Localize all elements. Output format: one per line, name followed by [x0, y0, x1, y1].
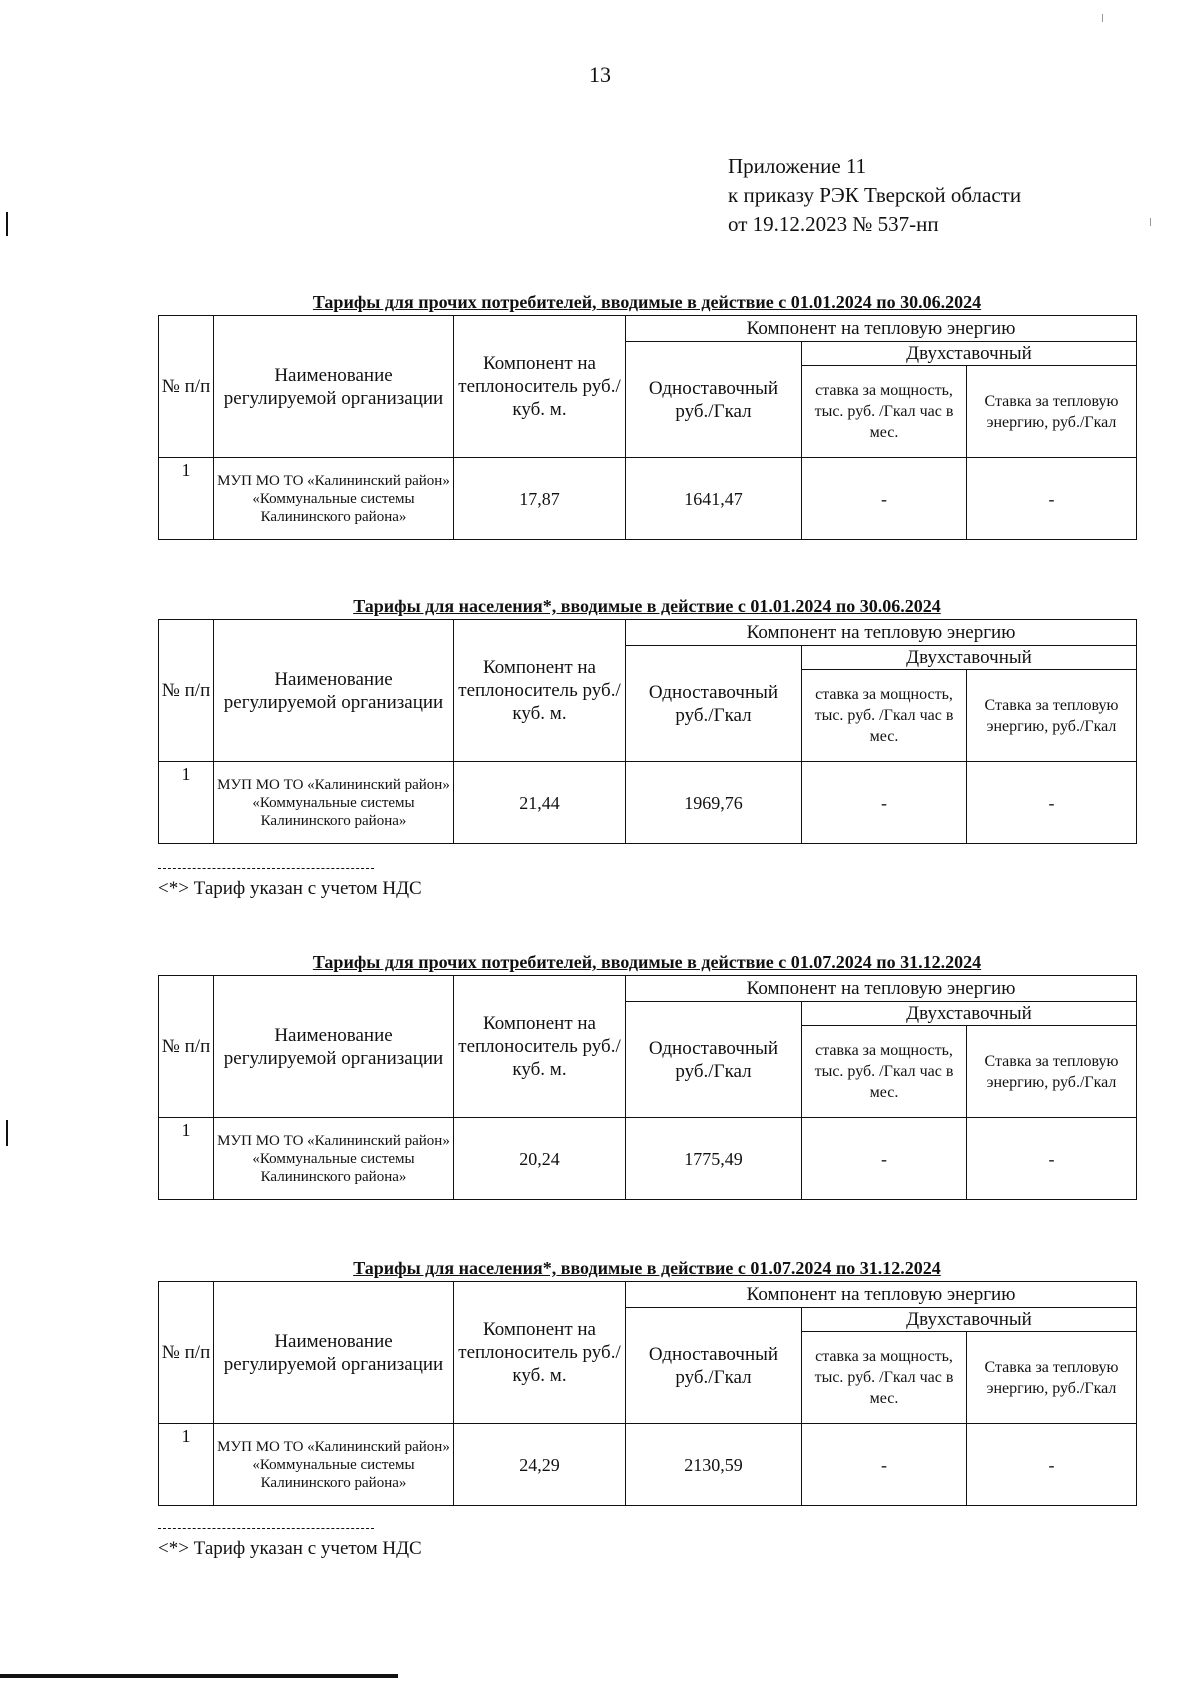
- page-number: 13: [589, 62, 611, 87]
- scan-bottom-rule: [0, 1674, 398, 1678]
- header-energy-rate: Ставка за тепловую энергию, руб./Гкал: [967, 1332, 1137, 1424]
- scan-speck: [1150, 218, 1151, 226]
- row-single-rate: 2130,59: [626, 1424, 802, 1506]
- row-organization: МУП МО ТО «Калининский район» «Коммунальные системы Калининского района»: [214, 1118, 454, 1200]
- header-heat-energy: Компонент на тепловую энергию: [626, 1282, 1137, 1308]
- row-heat-carrier: 24,29: [454, 1424, 626, 1506]
- scan-margin-mark: [6, 1120, 8, 1146]
- row-organization: МУП МО ТО «Калининский район» «Коммунальные системы Калининского района»: [214, 458, 454, 540]
- header-organization: Наименование регулируемой организации: [214, 1282, 454, 1424]
- row-number: 1: [159, 458, 214, 540]
- header-energy-rate: Ставка за тепловую энергию, руб./Гкал: [967, 1026, 1137, 1118]
- row-heat-carrier: 17,87: [454, 458, 626, 540]
- header-number: № п/п: [159, 620, 214, 762]
- tariff-table: [158, 975, 1137, 1200]
- header-power-rate: ставка за мощность, тыс. руб. /Гкал час в мес.: [802, 670, 967, 762]
- row-single-rate: 1969,76: [626, 762, 802, 844]
- tariff-table: [158, 315, 1137, 540]
- table-row: [159, 1118, 1137, 1200]
- appendix-line-1: Приложение 11: [728, 154, 867, 178]
- appendix-reference: [728, 152, 1021, 239]
- header-heat-carrier: Компонент на теплоноситель руб./куб. м.: [454, 316, 626, 458]
- row-single-rate: 1641,47: [626, 458, 802, 540]
- header-power-rate: ставка за мощность, тыс. руб. /Гкал час в мес.: [802, 1026, 967, 1118]
- tariff-section-1: [158, 292, 1136, 540]
- row-organization: МУП МО ТО «Калининский район» «Коммунальные системы Калининского района»: [214, 762, 454, 844]
- header-energy-rate: Ставка за тепловую энергию, руб./Гкал: [967, 670, 1137, 762]
- header-heat-carrier: Компонент на теплоноситель руб./куб. м.: [454, 620, 626, 762]
- header-two-rate: Двухставочный: [802, 1002, 1137, 1026]
- table-row: [159, 1424, 1137, 1506]
- header-heat-energy: Компонент на тепловую энергию: [626, 316, 1137, 342]
- header-heat-energy: Компонент на тепловую энергию: [626, 976, 1137, 1002]
- header-heat-energy: Компонент на тепловую энергию: [626, 620, 1137, 646]
- header-two-rate: Двухставочный: [802, 342, 1137, 366]
- tariff-section-4: [158, 1258, 1136, 1506]
- tariff-table-title: Тарифы для населения*, вводимые в действие с 01.07.2024 по 31.12.2024: [353, 1258, 941, 1278]
- tariff-table-title: Тарифы для прочих потребителей, вводимые в действие с 01.07.2024 по 31.12.2024: [312, 952, 982, 972]
- scan-speck: [1102, 14, 1103, 22]
- row-energy-rate: -: [967, 1424, 1137, 1506]
- header-two-rate: Двухставочный: [802, 1308, 1137, 1332]
- header-two-rate: Двухставочный: [802, 646, 1137, 670]
- tariff-section-2: [158, 596, 1136, 844]
- row-power-rate: -: [802, 1424, 967, 1506]
- row-power-rate: -: [802, 458, 967, 540]
- footnote: <*> Тариф указан с учетом НДС: [158, 1538, 422, 1559]
- header-organization: Наименование регулируемой организации: [214, 620, 454, 762]
- header-organization: Наименование регулируемой организации: [214, 316, 454, 458]
- header-single-rate: Одноставочный руб./Гкал: [626, 1308, 802, 1424]
- tariff-table-title: Тарифы для населения*, вводимые в действие с 01.01.2024 по 30.06.2024: [353, 596, 941, 616]
- header-single-rate: Одноставочный руб./Гкал: [626, 646, 802, 762]
- table-row: [159, 762, 1137, 844]
- footnote-rule: [158, 1528, 374, 1529]
- appendix-line-2: к приказу РЭК Тверской области: [728, 183, 1022, 207]
- row-number: 1: [159, 1424, 214, 1506]
- row-power-rate: -: [802, 762, 967, 844]
- header-heat-carrier: Компонент на теплоноситель руб./куб. м.: [454, 976, 626, 1118]
- row-power-rate: -: [802, 1118, 967, 1200]
- header-number: № п/п: [159, 1282, 214, 1424]
- table-row: [159, 458, 1137, 540]
- header-number: № п/п: [159, 976, 214, 1118]
- appendix-line-3: от 19.12.2023 № 537-нп: [728, 212, 939, 236]
- row-energy-rate: -: [967, 762, 1137, 844]
- row-energy-rate: -: [967, 1118, 1137, 1200]
- footnote-rule: [158, 868, 374, 869]
- header-single-rate: Одноставочный руб./Гкал: [626, 1002, 802, 1118]
- row-organization: МУП МО ТО «Калининский район» «Коммунальные системы Калининского района»: [214, 1424, 454, 1506]
- header-organization: Наименование регулируемой организации: [214, 976, 454, 1118]
- tariff-table: [158, 619, 1137, 844]
- header-power-rate: ставка за мощность, тыс. руб. /Гкал час в мес.: [802, 1332, 967, 1424]
- row-single-rate: 1775,49: [626, 1118, 802, 1200]
- row-number: 1: [159, 1118, 214, 1200]
- row-number: 1: [159, 762, 214, 844]
- tariff-table: [158, 1281, 1137, 1506]
- row-heat-carrier: 20,24: [454, 1118, 626, 1200]
- header-power-rate: ставка за мощность, тыс. руб. /Гкал час в мес.: [802, 366, 967, 458]
- tariff-section-3: [158, 952, 1136, 1200]
- header-energy-rate: Ставка за тепловую энергию, руб./Гкал: [967, 366, 1137, 458]
- tariff-table-title: Тарифы для прочих потребителей, вводимые в действие с 01.01.2024 по 30.06.2024: [312, 292, 982, 312]
- row-heat-carrier: 21,44: [454, 762, 626, 844]
- header-heat-carrier: Компонент на теплоноситель руб./куб. м.: [454, 1282, 626, 1424]
- header-single-rate: Одноставочный руб./Гкал: [626, 342, 802, 458]
- scan-margin-mark: [6, 212, 8, 236]
- row-energy-rate: -: [967, 458, 1137, 540]
- footnote: <*> Тариф указан с учетом НДС: [158, 878, 422, 899]
- header-number: № п/п: [159, 316, 214, 458]
